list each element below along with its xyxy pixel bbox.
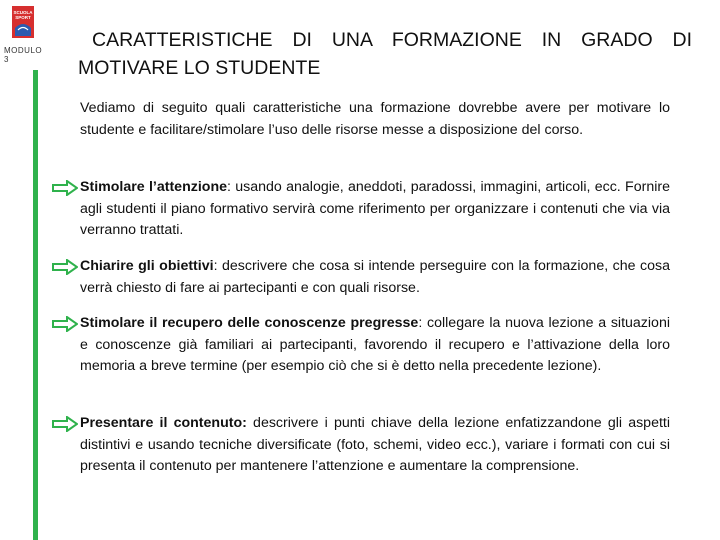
item-text: : collegare la nuova lezione a situazioni e conoscenze già familiari ai partecipanti, favorendo il recupero e l’attivazione della loro memoria a breve termine (per esempio ciò che si è detto nella precedente lezione). xyxy=(80,315,670,374)
item-text: : descrivere che cosa si intende perseguire con la formazione, che cosa verrà chiesto di fare ai partecipanti e con quali risorse. xyxy=(80,258,670,296)
title-line-1: CARATTERISTICHE DI UNA FORMAZIONE IN GRADO DI xyxy=(92,29,692,51)
item-heading: Chiarire gli obiettivi xyxy=(80,258,214,274)
arrow-icon xyxy=(52,316,78,332)
item-text: : usando analogie, aneddoti, paradossi, immagini, articoli, ecc. Fornire agli studenti il piano formativo servirà come riferimento per organizzare i contenuti che via via verranno trattati. xyxy=(80,179,670,238)
title-line-2: MOTIVARE LO STUDENTE xyxy=(78,57,321,79)
list-item xyxy=(80,413,670,478)
scuola-sport-logo xyxy=(12,6,34,38)
list-item xyxy=(80,313,670,378)
intro-paragraph: Vediamo di seguito quali caratteristiche una formazione dovrebbe avere per motivare lo studente e facilitare/stimolare l’uso delle risorse messe a disposizione del corso. xyxy=(80,100,670,138)
arrow-icon xyxy=(52,259,78,275)
item-text: descrivere i punti chiave della lezione enfatizzandone gli aspetti distintivi e usando tecniche diversificate (foto, schemi, video ecc.), variare i formati con cui si presenta il contenuto per mantenere l’attenzione e aumentare la comprensione. xyxy=(80,415,670,474)
sidebar xyxy=(0,0,46,540)
arrow-icon xyxy=(52,180,78,196)
logo-bottom-text: SPORT xyxy=(15,15,31,20)
green-side-bar xyxy=(33,70,38,540)
list-item xyxy=(80,177,670,242)
list-item xyxy=(80,256,670,299)
logo-top-text: SCUOLA xyxy=(13,10,33,15)
item-heading: Presentare il contenuto: xyxy=(80,415,247,431)
page-title xyxy=(78,26,692,82)
module-label: MODULO 3 xyxy=(4,46,43,64)
item-heading: Stimolare l’attenzione xyxy=(80,179,228,195)
item-heading: Stimolare il recupero delle conoscenze pregresse xyxy=(80,315,419,331)
arrow-icon xyxy=(52,416,78,432)
